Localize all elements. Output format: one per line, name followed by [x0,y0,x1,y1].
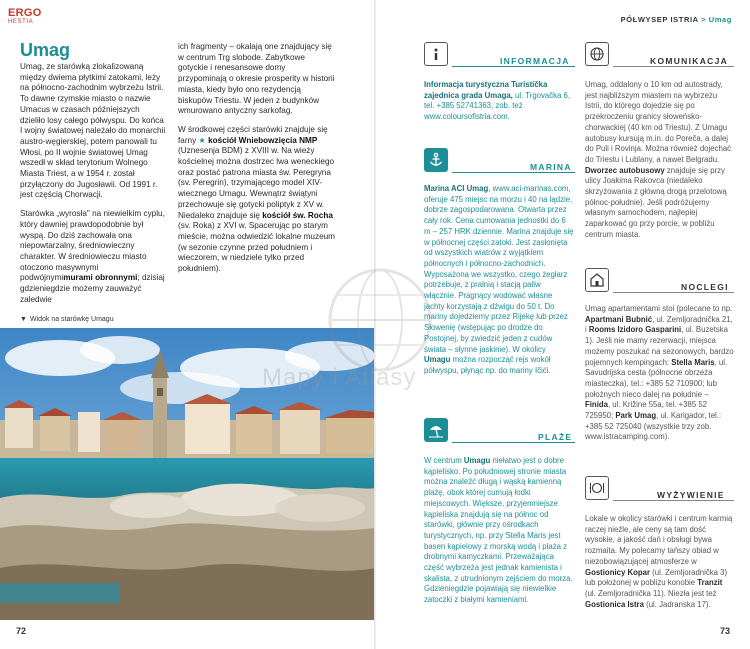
wyzywienie-t1: Lokale w okolicy starówki i centrum karmią raczej nieźle, ale ceny są tam dość wysokie, a jakość dań i obsługi bywa rozmaita. My polecamy tańszy obiad w niezobowiązującej atmosferze w [585,514,733,566]
wyzywienie-rule [613,500,734,501]
ergo-hestia-logo [8,8,42,25]
anchor-icon [424,148,448,172]
running-head-section: PÓŁWYSEP ISTRIA [620,15,699,24]
plaze-text [424,456,574,606]
noclegi-t3: , ul. Buzetska 1). Jeśli nie mamy rezerwacji, miejsca możemy poszukać na sezonowych, bardzo pojemnych kempingach: [585,325,734,367]
info-icon [424,42,448,66]
wyzywienie-t4: (ul. Jadranska 17). [643,599,711,609]
logo-line2: HESTIA [8,19,34,25]
marina-rule [452,172,575,173]
defensive-walls-bold: murami obronnymi [63,273,138,283]
wyzywienie-t2: (ul. Zemljoradnička 3) lub położonej w pobliżu konobie [585,567,728,588]
church-text-a: W środkowej części starówki znajduje się farny [178,124,328,145]
wyzywienie-title: WYŻYWIENIE [657,490,725,500]
page-number-right: 73 [720,626,731,636]
house-icon [585,268,609,292]
informacja-title: INFORMACJA [500,56,570,66]
plaze-title: PLAŻE [538,432,573,442]
informacja-text [424,80,572,123]
noclegi-t1: Umag apartamentami stoi (polecane to np. [585,304,733,313]
komunikacja-rule [613,66,734,67]
apartmani-bubnic-bold: Apartmani Bubnić [585,314,653,324]
noclegi-t5: , ul. Križine 55a, tel. +385 52 725950; [585,400,708,421]
noclegi-text [585,304,735,443]
photo-caption [20,316,114,323]
wyzywienie-t3: (ul. Zemljoradnička 11). Niezła jest też [585,588,717,598]
logo-line1: ERGO [8,7,42,19]
rooms-gasparini-bold: Rooms Izidoro Gasparini [588,325,682,335]
noclegi-t2: , ul. Zemljoradnička 21, i [585,314,733,335]
running-head-arrow: > [701,15,707,24]
old-town-text: Starówka „wyrosła" na niewielkim cyplu, który dawniej prawdopodobnie był wyspą. Do dziś zachowała ona niepowtarzalny, średniowieczny charakter. W średniowieczu miasto otoczono masywnymi podwójnymi [20,209,165,283]
informacja-rule [452,66,575,67]
gostionica-istra-bold: Gostionica Istra [585,599,644,609]
noclegi-rule [613,292,734,293]
running-head [621,15,732,24]
rocha-church-bold: kościół św. Rocha [262,210,333,220]
tranzit-bold: Tranzit [697,578,723,588]
komunikacja-text [585,80,735,241]
caption-text: Widok na starówkę Umagu [29,316,114,323]
plaze-umag-bold: Umagu [463,456,491,465]
gostionica-kopar-bold: Gostionicy Kopar [585,567,650,577]
old-town-text-cont: ; dzisiaj gdzieniegdzie możemy zauważyć zaledwie [20,273,165,304]
running-head-sub: Umag [708,15,732,24]
star-icon: ★ [198,135,206,145]
plaze-body-start: W centrum [424,456,464,465]
wyzywienie-text [585,514,735,610]
noclegi-title: NOCLEGI [681,282,729,292]
marina-body-end: można rozpocząć rejs wokół półwyspu, płynąc np. do mariny Ičići. [424,355,551,375]
park-umag-bold: Park Umag [615,411,657,421]
church-text-e: (sv. Roka) z XVI w. Spacerując po starym mieście, można odwiedzić lokalne muzeum (w sezonie czynne przed południem i wieczorem, w niedziele tylko przed południem). [178,221,335,274]
marina-name-bold: Marina ACI Umag [424,184,489,193]
page-number-left: 72 [16,626,27,636]
komunikacja-body: Umag, oddalony o 10 km od autostrady, jest najbliższym miastem na wybrzeżu Istrii, do którego dojedzie się po przekroczeniu granicy słoweńsko-chorwackiej (40 km od Triestu). Z Umagu autobusy kursują m.in. do Poreča, a dalej do Puli i Rovinja. Można również dojechać do Triestu i Lublany, a nawet Belgradu. [585,80,732,164]
marina-umag-bold: Umagu [424,355,451,365]
marina-title: MARINA [530,162,572,172]
plaze-rule [452,442,575,443]
marina-text [424,184,574,377]
plate-icon [585,476,609,500]
info-org-bold: Informacja turystyczna Turistička zajednica grada Umaga, [424,80,548,100]
plaze-body: niełatwo jest o dobre kąpielisko. Po południowej stronie miasta można znaleźć długą i wąską kamienną plażę, obok której cumują łodki miejscowych. Większe, przyjemniejsze kąpieliska znajdują się na północ od starówki, głównie przy ośrodkach turystycznych, np. przy Stella Maris jest basen kąpielowy z morską wodą i plaża z drobnymi kamyczkami. Przeważająca część wybrzeża jest jednak kamienista i skalista, z utrudnionym zejściem do morza. Gdzieniegdzie pojawiają się niewielkie zatoczki z białymi kamieniami. [424,456,573,605]
paragraph-fragments: ich fragmenty – okalają one znajdujący się w centrum Trg slobode. Zabytkowe gotyckie i renesansowe domy przypominają o okresie prosperity w historii miasta, kiedy było ono rezydencją biskupów Triestu. W jeden z budynków wmurowano antyczny sarkofag. [178,42,335,116]
paragraph-history: Umag, ze starówką zlokalizowaną między dwiema płytkimi zatokami, leży na północno-zachodnim wybrzeżu Istrii. To dawne rzymskie miasto o nazwie Umacus w czasach późniejszych dzieliło losy całego półwyspu. Do końca I wojny światowej należało do monarchii austro-węgierskiej, potem panowali tu Włosi, po II wojnie światowej Umag wszedł w skład terytorium Wolnego Miasta Triest, a w 1954 r. został przyłączony do Jugosławii. Od 1991 r. jest częścią Chorwacji. [20,62,166,200]
caret-down-icon: ▼ [20,316,27,323]
finida-bold: Finida [585,400,608,410]
book-gutter [374,0,376,649]
stella-maris-bold: Stella Maris [671,357,715,367]
marina-body: , www.aci-marinas.com, oferuje 475 miejsc na morzu i 40 na lądzie, dobrze zagospodarowana. Otwarta przez cały rok. Cena cumowania jednostki do 6 m – 257 HRK dziennie. Marina znajduje się w północnej części zatoki. Jest zasłonięta od wszystkich wiatrów z wyjątkiem północnych i północno-zachodnich. Wyposażona we wszystko, czego żeglarz potrzebuje, z pralnią i stacją paliw włącznie. Pragnący wodować własne jachty korzystają z dźwigu do 50 t. Do mariny dojedziemy przez Rijekę lub przez Słowenię (wstępując po drodze do Postojnej, by zwiedzić jeden z cudów świata – słynne jaskinie). W okolicy [424,184,574,354]
noclegi-t4: , ul. Savudrijska cesta (północne obrzeża miasteczka), tel.: +385 52 710900; lub położnych nieco dalej na południe – [585,357,728,399]
page-title: Umag [20,40,71,60]
left-column-2 [178,42,336,283]
beach-umbrella-icon [424,418,448,442]
komunikacja-title: KOMUNIKACJA [650,56,729,66]
komunikacja-body-end: znajduje się przy ulicy Joakima Rakovca (niedaleko skrzyżowania z główną drogą przelotową północ-południe). Jeśli podróżujemy własnym samochodem, najlepiej zaparkować go przy porcie, w pobliżu centrum miasta. [585,165,727,239]
church-text-c: (Uznesenja BDM) z XVIII w. Na wieży kościelnej można dostrzec lwa weneckiego oraz postać patrona miasta św. Peregryna (sv. Peregrin), trzymającego model XIV-wiecznego Umagu. Wewnątrz świątyni przechowuje się gotycki poliptyk z XV w. Niedaleko znajduje się [178,146,335,220]
info-details: ul. Trgovačka 6, tel. +385 52741363, zob. też www.coloursofistria.com. [424,90,571,122]
paragraph-church [178,125,336,275]
bus-station-bold: Dworzec autobusowy [585,165,665,175]
left-column-1 [20,62,166,313]
watermark-text: Mapy i Atlasy [262,364,417,391]
noclegi-t6: , ul. Karigador, tel.: +385 52 725040 (wszystkie trzy zob. www.istracamping.com). [585,411,722,442]
church-name-bold: kościół Wniebowzięcia NMP [208,135,318,145]
bus-globe-icon [585,42,609,66]
paragraph-old-town [20,209,166,305]
